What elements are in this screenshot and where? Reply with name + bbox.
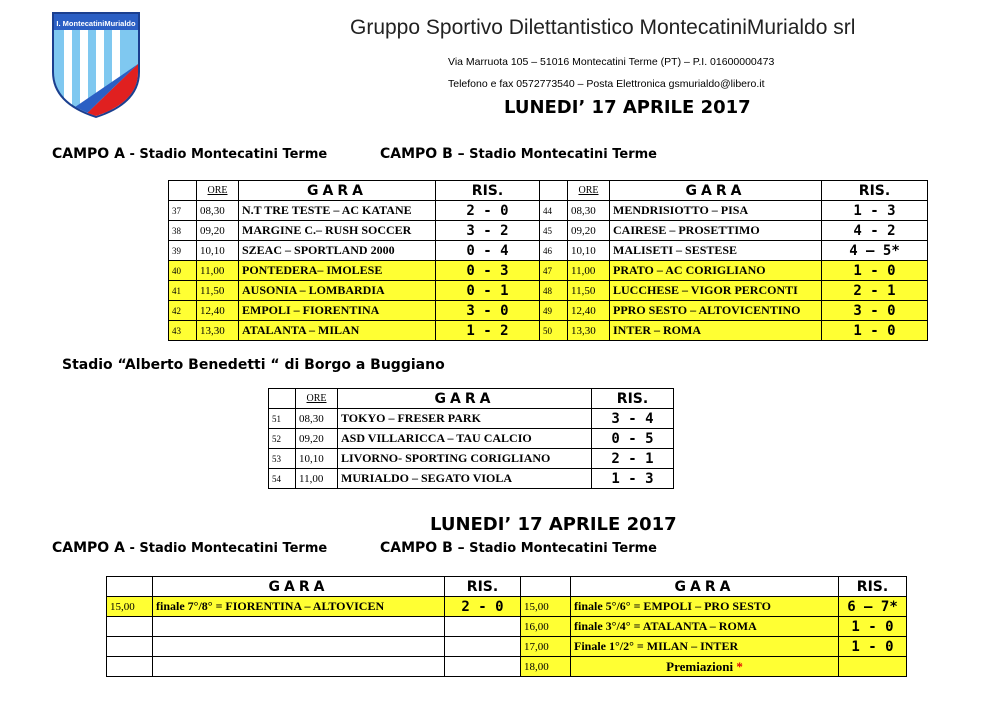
- match-result: 1 - 0: [839, 637, 907, 657]
- match-result: 1 - 2: [436, 321, 540, 341]
- match-teams: Finale 1°/2° = MILAN – INTER: [571, 637, 839, 657]
- match-result: 4 - 2: [822, 221, 928, 241]
- campo-a-sub: - Stadio Montecatini Terme: [124, 147, 328, 162]
- match-result: 2 - 1: [592, 449, 674, 469]
- match-teams: finale 7°/8° = FIORENTINA – ALTOVICEN: [153, 597, 445, 617]
- campo-b-sub: Stadio Montecatini Terme: [464, 147, 657, 162]
- match-number: 50: [540, 321, 568, 341]
- schedule-table-campo: [168, 180, 928, 341]
- table-row: [269, 469, 674, 489]
- table-row: [269, 409, 674, 429]
- match-time: 11,00: [568, 261, 610, 281]
- match-result: 1 - 0: [822, 321, 928, 341]
- match-number: 37: [169, 201, 197, 221]
- table-row: [169, 301, 928, 321]
- table-row: [107, 597, 907, 617]
- gara-header: GARA: [610, 181, 822, 201]
- ore-header: ORE: [568, 181, 610, 201]
- match-result: 2 - 0: [436, 201, 540, 221]
- match-result: 6 – 7*: [839, 597, 907, 617]
- gara-header: GARA: [338, 389, 592, 409]
- ris-header: RIS.: [839, 577, 907, 597]
- table-row: [169, 241, 928, 261]
- match-teams: INTER – ROMA: [610, 321, 822, 341]
- campo-a-sub: - Stadio Montecatini Terme: [124, 541, 328, 556]
- match-number: 40: [169, 261, 197, 281]
- match-number: 51: [269, 409, 296, 429]
- asterisk: *: [736, 658, 743, 674]
- match-teams: [153, 617, 445, 637]
- match-teams: finale 3°/4° = ATALANTA – ROMA: [571, 617, 839, 637]
- match-number: 53: [269, 449, 296, 469]
- campo-b-sub: Stadio Montecatini Terme: [464, 541, 657, 556]
- ore-header: ORE: [296, 389, 338, 409]
- campo-a-heading: [52, 146, 327, 162]
- match-result: 3 - 0: [436, 301, 540, 321]
- table-row: [169, 261, 928, 281]
- finals-table: [106, 576, 907, 677]
- match-result: 1 - 3: [592, 469, 674, 489]
- match-number: 43: [169, 321, 197, 341]
- match-teams: LIVORNO- SPORTING CORIGLIANO: [338, 449, 592, 469]
- match-time: 12,40: [197, 301, 239, 321]
- match-teams: [153, 637, 445, 657]
- match-teams: PONTEDERA– IMOLESE: [239, 261, 436, 281]
- awards-cell: [571, 657, 839, 677]
- match-result: [445, 657, 521, 677]
- match-time: 12,40: [568, 301, 610, 321]
- table-row: [169, 201, 928, 221]
- match-number: 49: [540, 301, 568, 321]
- match-number: 47: [540, 261, 568, 281]
- match-result: 0 - 3: [436, 261, 540, 281]
- match-time: 10,10: [197, 241, 239, 261]
- match-time: 09,20: [296, 429, 338, 449]
- gara-header: GARA: [571, 577, 839, 597]
- match-time: [107, 657, 153, 677]
- campo-b-heading: [380, 146, 657, 162]
- match-teams: AUSONIA – LOMBARDIA: [239, 281, 436, 301]
- club-logo: [50, 10, 142, 118]
- match-number: 45: [540, 221, 568, 241]
- table-row: [107, 637, 907, 657]
- match-time: 15,00: [521, 597, 571, 617]
- ris-header: RIS.: [436, 181, 540, 201]
- match-time: 11,00: [197, 261, 239, 281]
- match-teams: finale 5°/6° = EMPOLI – PRO SESTO: [571, 597, 839, 617]
- match-result: 0 - 4: [436, 241, 540, 261]
- match-number: 41: [169, 281, 197, 301]
- match-result: 1 - 0: [839, 617, 907, 637]
- match-result: 3 - 0: [822, 301, 928, 321]
- schedule-table-buggiano: [268, 388, 674, 489]
- match-result: 1 - 0: [822, 261, 928, 281]
- stadio-title: Stadio “Alberto Benedetti “ di Borgo a Buggiano: [62, 357, 445, 373]
- match-teams: ATALANTA – MILAN: [239, 321, 436, 341]
- match-result: 4 – 5*: [822, 241, 928, 261]
- match-time: 11,50: [197, 281, 239, 301]
- match-time: 10,10: [568, 241, 610, 261]
- date-title: LUNEDI’ 17 APRILE 2017: [504, 97, 751, 118]
- ris-header: RIS.: [822, 181, 928, 201]
- ore-header: ORE: [197, 181, 239, 201]
- match-time: 11,50: [568, 281, 610, 301]
- campo-b-label: CAMPO B –: [380, 540, 465, 556]
- match-result: 3 - 4: [592, 409, 674, 429]
- match-time: 13,30: [197, 321, 239, 341]
- ris-header: RIS.: [445, 577, 521, 597]
- match-result: 3 - 2: [436, 221, 540, 241]
- match-time: 08,30: [568, 201, 610, 221]
- match-teams: EMPOLI – FIORENTINA: [239, 301, 436, 321]
- match-teams: N.T TRE TESTE – AC KATANE: [239, 201, 436, 221]
- match-teams: TOKYO – FRESER PARK: [338, 409, 592, 429]
- match-time: 13,30: [568, 321, 610, 341]
- date-title-2: LUNEDI’ 17 APRILE 2017: [430, 514, 677, 535]
- match-time: 10,10: [296, 449, 338, 469]
- match-teams: [153, 657, 445, 677]
- match-teams: MURIALDO – SEGATO VIOLA: [338, 469, 592, 489]
- match-result: [445, 617, 521, 637]
- match-number: 46: [540, 241, 568, 261]
- awards-label: Premiazioni: [666, 658, 734, 674]
- match-teams: CAIRESE – PROSETTIMO: [610, 221, 822, 241]
- match-result: 0 - 1: [436, 281, 540, 301]
- table-row: [169, 221, 928, 241]
- ris-header: RIS.: [592, 389, 674, 409]
- match-time: 16,00: [521, 617, 571, 637]
- match-teams: LUCCHESE – VIGOR PERCONTI: [610, 281, 822, 301]
- match-result: [839, 657, 907, 677]
- match-teams: MALISETI – SESTESE: [610, 241, 822, 261]
- campo-b-heading-2: [380, 540, 657, 556]
- match-result: 2 - 1: [822, 281, 928, 301]
- match-teams: SZEAC – SPORTLAND 2000: [239, 241, 436, 261]
- match-time: 15,00: [107, 597, 153, 617]
- match-time: 18,00: [521, 657, 571, 677]
- table-row: [107, 657, 907, 677]
- match-teams: PRATO – AC CORIGLIANO: [610, 261, 822, 281]
- match-time: [107, 617, 153, 637]
- table-header-row: [107, 577, 907, 597]
- match-result: 1 - 3: [822, 201, 928, 221]
- match-number: 52: [269, 429, 296, 449]
- campo-b-label: CAMPO B –: [380, 146, 465, 162]
- match-time: [107, 637, 153, 657]
- table-row: [269, 429, 674, 449]
- match-number: 54: [269, 469, 296, 489]
- match-time: 08,30: [296, 409, 338, 429]
- campo-a-label: CAMPO A: [52, 540, 125, 556]
- table-header-row: [169, 181, 928, 201]
- org-name: Gruppo Sportivo Dilettantistico MontecatiniMurialdo srl: [350, 16, 856, 39]
- gara-header: GARA: [239, 181, 436, 201]
- match-teams: MARGINE C.– RUSH SOCCER: [239, 221, 436, 241]
- match-number: 42: [169, 301, 197, 321]
- contacts: Telefono e fax 0572773540 – Posta Elettronica gsmurialdo@libero.it: [448, 78, 765, 90]
- campo-a-heading-2: [52, 540, 327, 556]
- match-number: 39: [169, 241, 197, 261]
- match-teams: MENDRISIOTTO – PISA: [610, 201, 822, 221]
- match-time: 11,00: [296, 469, 338, 489]
- match-time: 09,20: [568, 221, 610, 241]
- match-number: 38: [169, 221, 197, 241]
- table-row: [107, 617, 907, 637]
- match-result: 0 - 5: [592, 429, 674, 449]
- match-time: 17,00: [521, 637, 571, 657]
- table-header-row: [269, 389, 674, 409]
- table-row: [269, 449, 674, 469]
- match-time: 08,30: [197, 201, 239, 221]
- match-teams: PPRO SESTO – ALTOVICENTINO: [610, 301, 822, 321]
- match-number: 48: [540, 281, 568, 301]
- match-result: 2 - 0: [445, 597, 521, 617]
- match-time: 09,20: [197, 221, 239, 241]
- table-row: [169, 321, 928, 341]
- match-result: [445, 637, 521, 657]
- logo-text: I. MontecatiniMurialdo: [56, 19, 136, 28]
- gara-header: GARA: [153, 577, 445, 597]
- table-row: [169, 281, 928, 301]
- campo-a-label: CAMPO A: [52, 146, 125, 162]
- match-teams: ASD VILLARICCA – TAU CALCIO: [338, 429, 592, 449]
- match-number: 44: [540, 201, 568, 221]
- address: Via Marruota 105 – 51016 Montecatini Terme (PT) – P.I. 01600000473: [448, 56, 775, 68]
